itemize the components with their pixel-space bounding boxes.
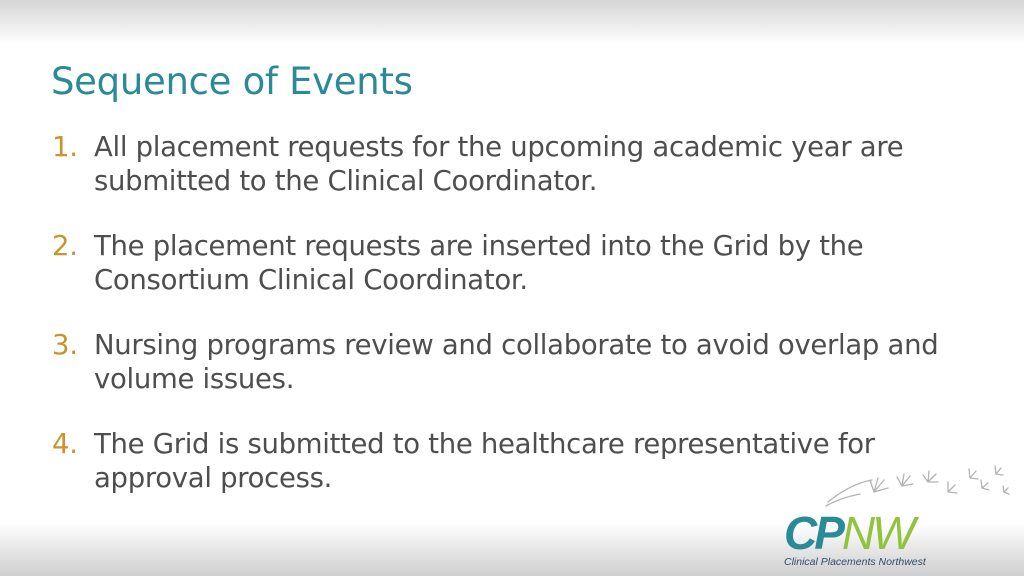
list-item-number: 1. [52,131,78,163]
list-item-text: All placement requests for the upcoming academic year are submitted to the Clinical Coordinator. [94,131,904,197]
list-item-text: Nursing programs review and collaborate to avoid overlap and volume issues. [94,329,939,395]
list-item-number: 2. [52,230,78,262]
brand-cp: CP [784,507,842,559]
list-item [52,328,952,396]
top-gradient-band [0,0,1024,44]
list-item-number: 3. [52,329,78,361]
list-item-number: 4. [52,428,78,460]
list-item [52,229,952,297]
slide-title: Sequence of Events [51,60,413,103]
cpnw-logo [780,462,1010,572]
list-item [52,130,952,198]
brand-wordmark [784,508,913,558]
brand-tagline: Clinical Placements Northwest [784,556,926,568]
brand-nw: NW [841,507,913,559]
list-item-text: The Grid is submitted to the healthcare representative for approval process. [94,428,875,494]
list-item-text: The placement requests are inserted into the Grid by the Consortium Clinical Coordinator. [94,230,864,296]
